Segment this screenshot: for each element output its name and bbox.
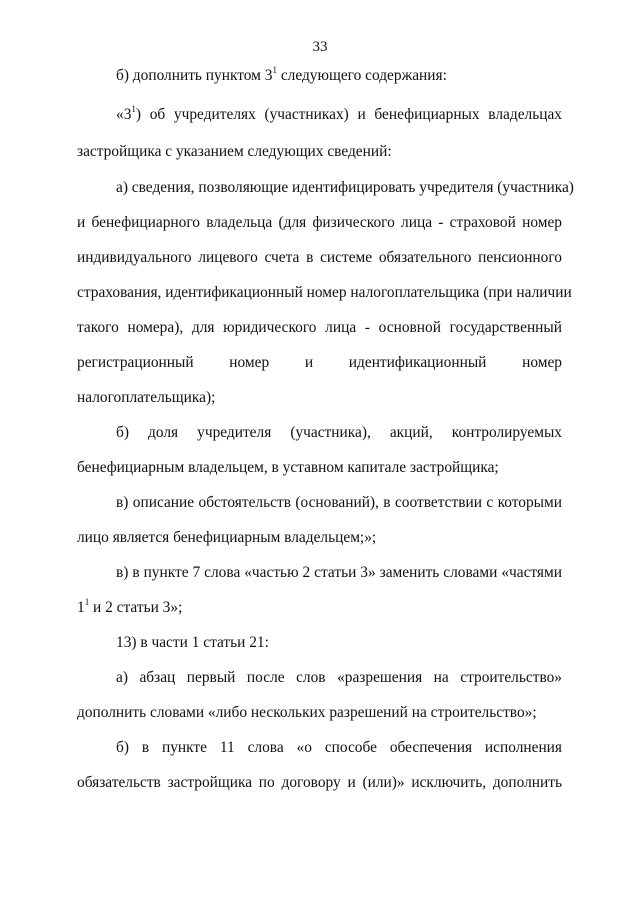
text-run: регистрационный номер и идентификационный номер <box>77 354 562 371</box>
text-run: и бенефициарного владельца (для физического лица - страховой номер <box>77 214 562 231</box>
text-line <box>116 64 562 85</box>
superscript: 1 <box>84 596 90 607</box>
text-line <box>77 389 562 407</box>
text-run: налогоплательщика); <box>77 389 216 406</box>
text-line <box>77 319 562 337</box>
text-run: страхования, идентификационный номер налогоплательщика (при наличии <box>77 284 572 301</box>
text-line <box>116 564 562 582</box>
text-line <box>116 103 562 124</box>
text-line <box>77 143 562 161</box>
text-run: индивидуального лицевого счета в системе обязательного пенсионного <box>77 249 562 266</box>
text-line <box>77 214 562 232</box>
text-run: б) в пункте 11 слова «о способе обеспечения исполнения <box>116 739 562 756</box>
text-line <box>77 459 562 477</box>
text-line <box>116 669 562 687</box>
text-run: следующего содержания: <box>276 67 447 84</box>
superscript: 1 <box>131 103 136 114</box>
text-run: б) дополнить пунктом 3 <box>116 67 273 84</box>
text-run: обязательств застройщика по договору и (или)» исключить, дополнить <box>77 774 562 791</box>
text-line <box>77 354 562 372</box>
page-number: 33 <box>312 39 328 55</box>
text-run: бенефициарным владельцем, в уставном капитале застройщика; <box>77 459 499 476</box>
text-line <box>116 634 562 652</box>
text-run: и 2 статьи 3»; <box>89 599 183 616</box>
text-run: а) абзац первый после слов «разрешения на строительство» <box>116 669 562 686</box>
text-line <box>116 739 562 757</box>
text-line <box>77 529 562 547</box>
text-run: «3 <box>116 106 132 123</box>
text-line <box>116 424 562 442</box>
superscript: 1 <box>272 64 277 75</box>
text-run: такого номера), для юридического лица - основной государственный <box>77 319 562 336</box>
text-line <box>77 284 572 302</box>
text-run: 13) в части 1 статьи 21: <box>116 634 269 651</box>
text-run: ) об учредителях (участниках) и бенефициарных владельцах <box>135 106 562 123</box>
text-run: а) сведения, позволяющие идентифицировать учредителя (участника) <box>116 179 574 196</box>
text-run: б) доля учредителя (участника), акций, контролируемых <box>116 424 562 441</box>
text-line <box>116 494 562 512</box>
text-line <box>77 596 562 617</box>
text-run: в) в пункте 7 слова «частью 2 статьи 3» заменить словами «частями <box>116 564 562 581</box>
text-line <box>116 179 574 197</box>
text-line <box>77 249 562 267</box>
text-run: застройщика с указанием следующих сведений: <box>77 143 392 160</box>
text-line <box>77 704 562 722</box>
text-line <box>77 774 562 792</box>
text-run: лицо является бенефициарным владельцем;»; <box>77 529 377 546</box>
text-run: в) описание обстоятельств (оснований), в соответствии с которыми <box>116 494 562 511</box>
text-run: дополнить словами «либо нескольких разрешений на строительство»; <box>77 704 537 721</box>
text-run: 1 <box>77 599 85 616</box>
